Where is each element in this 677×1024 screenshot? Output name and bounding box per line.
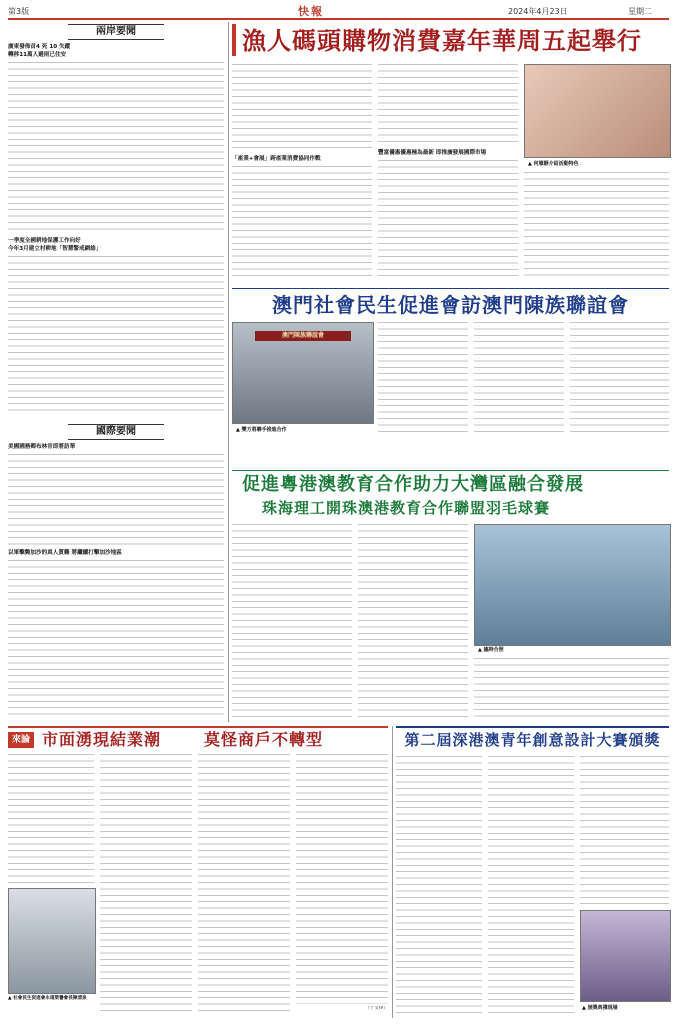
opinion-author: （于文律） [365, 1006, 388, 1011]
left-column [8, 22, 224, 722]
author-photo [8, 888, 96, 994]
section-title-international: 國際要聞 [68, 424, 164, 440]
issue-date: 2024年4月23日 [508, 7, 568, 16]
lower-story-headline-1: 促進粵港澳教育合作助力大灣區融合發展 [242, 474, 584, 495]
middle-story-rule [232, 288, 669, 289]
top-story-body-1 [232, 64, 372, 152]
lower-story-caption: ▲ 臨時合照 [478, 647, 504, 653]
design-award-body-2 [488, 756, 574, 1014]
opinion-tag: 來論 [8, 732, 34, 748]
news-body-blinken [8, 454, 224, 546]
news-subheadline-farmland: 今年3月建立村耕地「智慧警戒網絡」 [8, 246, 102, 252]
top-story-body-4 [378, 160, 518, 280]
design-award-body-3 [580, 756, 669, 906]
top-story-body-2 [232, 166, 372, 280]
news-headline-guangdong: 廣東發佈首4 死 10 失蹤 [8, 44, 71, 50]
issue-weekday: 星期二 [628, 7, 652, 16]
top-story-photo [524, 64, 671, 158]
bottom-divider [392, 726, 393, 1018]
top-story-caption: ▲ 何雁靜介紹活動特色 [528, 161, 579, 167]
design-award-headline: 第二屆深港澳青年創意設計大賽頒獎 [404, 731, 661, 749]
top-story-subhead-2: 豐富優惠優惠極為最新 即推廣發展國際市場 [378, 150, 487, 156]
news-headline-israel: 以軍擊斃加沙的真人質難 將繼續打擊加沙地區 [8, 550, 122, 556]
column-divider [228, 22, 229, 722]
top-story-body-3 [378, 64, 518, 144]
masthead: 快報 [298, 5, 324, 18]
opinion-body-2 [100, 754, 192, 1016]
opinion-body-4 [296, 754, 388, 1004]
news-body-israel [8, 560, 224, 720]
page-number: 第3版 [8, 7, 30, 16]
news-body-farmland [8, 256, 224, 416]
design-award-story [396, 726, 669, 1018]
lower-story-body-3 [474, 658, 669, 718]
design-award-rule [396, 726, 669, 728]
lower-story [232, 470, 669, 722]
opinion-headline-2: 莫怪商戶不轉型 [204, 730, 324, 749]
lower-story-photo [474, 524, 671, 646]
design-award-caption: ▲ 頒獎典禮現場 [582, 1005, 618, 1011]
top-story [232, 22, 669, 284]
association-sign: 澳門陳族聯誼會 [255, 331, 351, 341]
news-subheadline-guangdong: 轉移11萬人避雨已住安 [8, 52, 67, 58]
lower-story-body-2 [358, 524, 468, 718]
design-award-body-1 [396, 756, 482, 1014]
design-award-photo [580, 910, 671, 1002]
news-headline-farmland: 一季度全國耕地保護工作向好 [8, 238, 81, 244]
lower-story-headline-2: 珠海理工開珠澳港教育合作聯盟羽毛球賽 [262, 499, 551, 517]
top-story-headline: 漁人碼頭購物消費嘉年華周五起舉行 [242, 27, 642, 55]
news-body-guangdong [8, 62, 224, 232]
middle-story-caption: ▲ 雙方將聯手推進合作 [236, 427, 287, 433]
opinion-headline-1: 市面湧現結業潮 [42, 730, 162, 749]
middle-story-headline: 澳門社會民生促進會訪澳門陳族聯誼會 [272, 293, 629, 317]
middle-story-photo [232, 322, 374, 424]
section-title-cross-strait: 兩岸要聞 [68, 24, 164, 40]
top-story-body-5 [524, 172, 669, 280]
opinion-piece [8, 726, 388, 1020]
news-headline-blinken: 美國國務卿布林肯即將訪華 [8, 444, 76, 450]
opinion-body-3 [198, 754, 290, 1016]
headline-accent [232, 24, 236, 56]
header-rule [8, 18, 669, 20]
opinion-body-1 [8, 754, 94, 884]
middle-story-body-2 [474, 322, 564, 432]
middle-story-body-1 [378, 322, 468, 432]
page-header [8, 4, 669, 18]
lower-story-body-1 [232, 524, 352, 718]
middle-story [232, 288, 669, 468]
middle-story-body-3 [570, 322, 669, 432]
top-story-subhead-1: 「產業+會展」跨產業消費協同作戰 [232, 156, 321, 162]
lower-story-rule [232, 470, 669, 471]
author-caption: ▲ 社會民生促進會永遠榮譽會長陳清泉 [8, 996, 87, 1001]
